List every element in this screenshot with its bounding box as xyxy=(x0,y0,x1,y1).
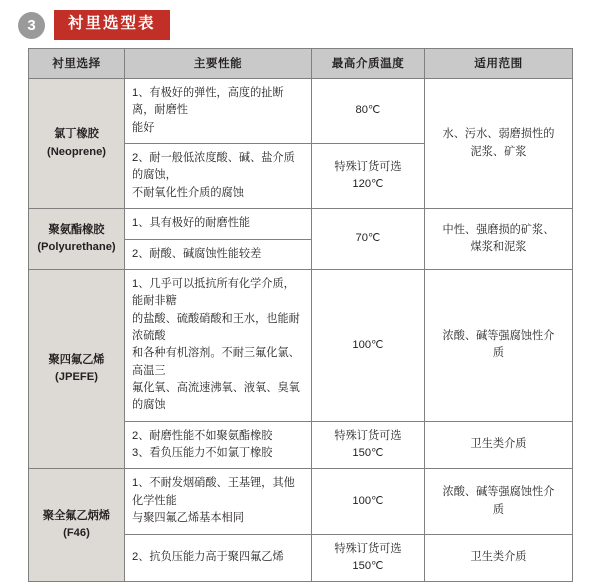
performance-line: 的盐酸、硫酸硝酸和王水，也能耐浓硫酸 xyxy=(132,312,300,342)
performance-line: 1、有极好的弹性，高度的扯断离，耐磨性 xyxy=(132,87,284,117)
performance-line: 1、不耐发烟硝酸、王基锂，其他化学性能 xyxy=(132,477,295,507)
temperature-line: 150℃ xyxy=(352,447,384,460)
lining-name-line2: (Neoprene) xyxy=(46,145,107,158)
lining-name-line1: 聚全氟乙炳烯 xyxy=(42,510,111,522)
temperature-line: 70℃ xyxy=(355,232,381,245)
scope-cell xyxy=(425,534,573,582)
performance-line: 1、几乎可以抵抗所有化学介质，能耐非糖 xyxy=(132,277,295,308)
page-title: 衬里选型表 xyxy=(54,10,170,40)
performance-line: 2、耐一般低浓度酸、碱、盐介质的腐蚀， xyxy=(132,152,295,182)
temperature-line: 100℃ xyxy=(352,338,384,351)
temperature-line: 特殊订货可选 xyxy=(334,429,402,442)
lining-selection-table xyxy=(28,48,573,582)
scope-line: 质 xyxy=(492,503,505,516)
table-row xyxy=(29,269,573,421)
column-header-performance: 主要性能 xyxy=(125,49,312,79)
temperature-line: 特殊订货可选 xyxy=(334,542,402,555)
column-header-max-temperature: 最高介质温度 xyxy=(312,49,425,79)
scope-cell xyxy=(425,269,573,421)
column-header-scope: 适用范围 xyxy=(425,49,573,79)
temperature-line: 150℃ xyxy=(352,559,384,572)
lining-name-line1: 聚四氟乙烯 xyxy=(48,353,105,366)
scope-cell xyxy=(425,79,573,209)
temperature-line: 120℃ xyxy=(352,178,384,191)
performance-cell xyxy=(125,269,312,421)
performance-line: 与聚四氟乙烯基本相同 xyxy=(132,512,244,525)
lining-name-cell xyxy=(29,209,125,270)
table-header xyxy=(29,49,573,79)
performance-line: 3、看负压能力不如氯丁橡胶 xyxy=(132,447,273,460)
performance-cell xyxy=(125,79,312,144)
lining-name-line1: 氯丁橡胶 xyxy=(54,128,99,141)
scope-line: 水、污水、弱磨损性的 xyxy=(442,128,555,141)
table-row xyxy=(29,79,573,144)
performance-line: 2、耐磨性能不如聚氨酯橡胶 xyxy=(132,429,273,442)
temperature-line: 80℃ xyxy=(355,104,381,117)
temperature-cell xyxy=(312,421,425,469)
temperature-cell xyxy=(312,469,425,534)
lining-name-cell xyxy=(29,469,125,582)
temperature-line: 100℃ xyxy=(352,494,384,507)
section-number-badge: 3 xyxy=(18,12,45,39)
scope-line: 卫生类介质 xyxy=(470,551,527,564)
section-header xyxy=(0,0,600,40)
lining-name-line2: (F46) xyxy=(63,527,90,540)
performance-cell xyxy=(125,144,312,209)
scope-cell xyxy=(425,469,573,534)
scope-cell xyxy=(425,421,573,469)
lining-name-line2: (JPEFE) xyxy=(55,371,98,384)
performance-line: 2、耐酸、碱腐蚀性能较差 xyxy=(132,247,262,260)
temperature-cell xyxy=(312,144,425,209)
performance-line: 能好 xyxy=(132,121,155,134)
scope-line: 煤浆和泥浆 xyxy=(470,241,527,254)
table-header-row xyxy=(29,49,573,79)
table-row xyxy=(29,209,573,239)
lining-name-line2: (Polyurethane) xyxy=(37,241,116,254)
temperature-line: 特殊订货可选 xyxy=(334,160,402,173)
performance-line: 不耐氧化性介质的腐蚀 xyxy=(132,186,244,199)
temperature-cell xyxy=(312,269,425,421)
performance-line: 和各种有机溶剂。不耐三氟化氯、高温三 xyxy=(132,347,300,377)
scope-line: 质 xyxy=(492,347,505,360)
scope-line: 泥浆、矿浆 xyxy=(470,145,527,158)
table-body xyxy=(29,79,573,582)
scope-line: 中性、强磨损的矿浆、 xyxy=(442,223,555,236)
performance-cell xyxy=(125,469,312,534)
lining-name-cell xyxy=(29,79,125,209)
scope-line: 浓酸、碱等强腐蚀性介 xyxy=(442,329,555,342)
performance-line: 2、抗负压能力高于聚四氟乙烯 xyxy=(132,551,284,564)
lining-name-cell xyxy=(29,269,125,469)
scope-line: 卫生类介质 xyxy=(470,438,527,451)
table-row xyxy=(29,469,573,534)
temperature-cell xyxy=(312,79,425,144)
performance-cell xyxy=(125,209,312,239)
table-container xyxy=(0,40,600,582)
performance-cell xyxy=(125,534,312,582)
performance-line: 1、具有极好的耐磨性能 xyxy=(132,217,251,230)
performance-cell xyxy=(125,239,312,269)
performance-line: 氟化氧、高流速沸氧、液氧、臭氧的腐蚀 xyxy=(132,382,300,412)
scope-cell xyxy=(425,209,573,270)
scope-line: 浓酸、碱等强腐蚀性介 xyxy=(442,486,555,499)
performance-cell xyxy=(125,421,312,469)
temperature-cell xyxy=(312,534,425,582)
column-header-lining: 衬里选择 xyxy=(29,49,125,79)
temperature-cell xyxy=(312,209,425,270)
lining-name-line1: 聚氨酯橡胶 xyxy=(48,223,105,236)
